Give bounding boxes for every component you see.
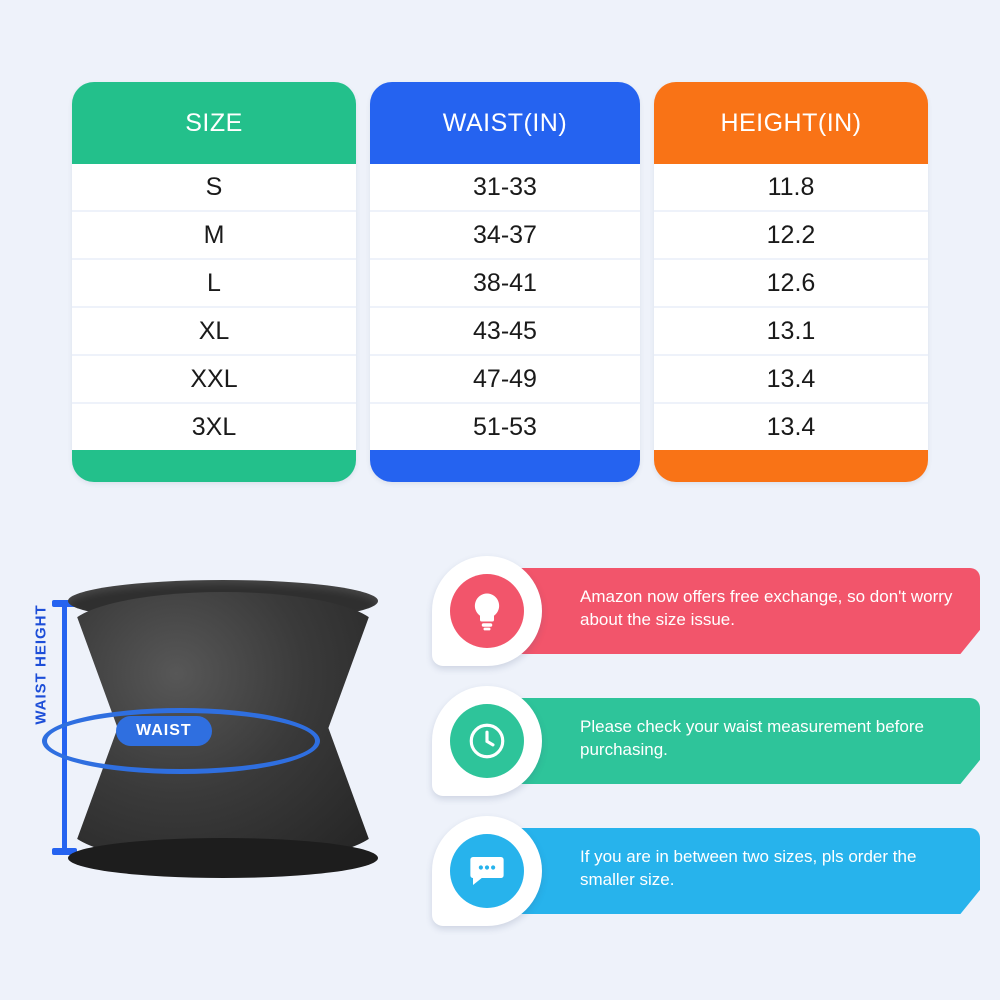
table-cell: M xyxy=(72,212,356,260)
lightbulb-icon xyxy=(450,574,524,648)
table-cell: XXL xyxy=(72,356,356,404)
size-chart-column-waist xyxy=(370,82,640,482)
table-cell: 51-53 xyxy=(370,404,640,450)
note-text: Please check your waist measurement before purchasing. xyxy=(580,717,924,759)
size-chart-table xyxy=(72,82,930,482)
column-header-height: HEIGHT(IN) xyxy=(720,108,862,137)
table-cell: XL xyxy=(72,308,356,356)
column-body-height xyxy=(654,164,928,482)
belt-bottom-edge xyxy=(68,838,378,878)
column-body-size xyxy=(72,164,356,482)
note-text: Amazon now offers free exchange, so don't worry about the size issue. xyxy=(580,587,953,629)
table-cell: 13.1 xyxy=(654,308,928,356)
note-item xyxy=(432,686,980,796)
table-cell: 13.4 xyxy=(654,404,928,450)
waist-height-label: WAIST HEIGHT xyxy=(32,604,50,725)
note-icon-bubble xyxy=(432,556,542,666)
note-item xyxy=(432,556,980,666)
column-header-size: SIZE xyxy=(185,108,243,137)
waist-label: WAIST xyxy=(116,716,212,746)
table-cell: 31-33 xyxy=(370,164,640,212)
table-cell: 3XL xyxy=(72,404,356,450)
table-cell: 11.8 xyxy=(654,164,928,212)
table-cell: S xyxy=(72,164,356,212)
chat-bubble-icon xyxy=(450,834,524,908)
note-icon-bubble xyxy=(432,686,542,796)
column-header-waist: WAIST(IN) xyxy=(442,108,568,137)
size-chart-column-size xyxy=(72,82,356,482)
table-cell: 13.4 xyxy=(654,356,928,404)
product-illustration xyxy=(20,560,420,980)
clock-icon xyxy=(450,704,524,778)
size-chart-column-height xyxy=(654,82,928,482)
table-cell: 34-37 xyxy=(370,212,640,260)
table-cell: 12.6 xyxy=(654,260,928,308)
table-cell: 43-45 xyxy=(370,308,640,356)
table-cell: 12.2 xyxy=(654,212,928,260)
table-cell: 38-41 xyxy=(370,260,640,308)
note-item xyxy=(432,816,980,926)
note-icon-bubble xyxy=(432,816,542,926)
note-text: If you are in between two sizes, pls order the smaller size. xyxy=(580,847,917,889)
table-cell: 47-49 xyxy=(370,356,640,404)
notes-list xyxy=(432,556,980,946)
column-body-waist xyxy=(370,164,640,482)
table-cell: L xyxy=(72,260,356,308)
